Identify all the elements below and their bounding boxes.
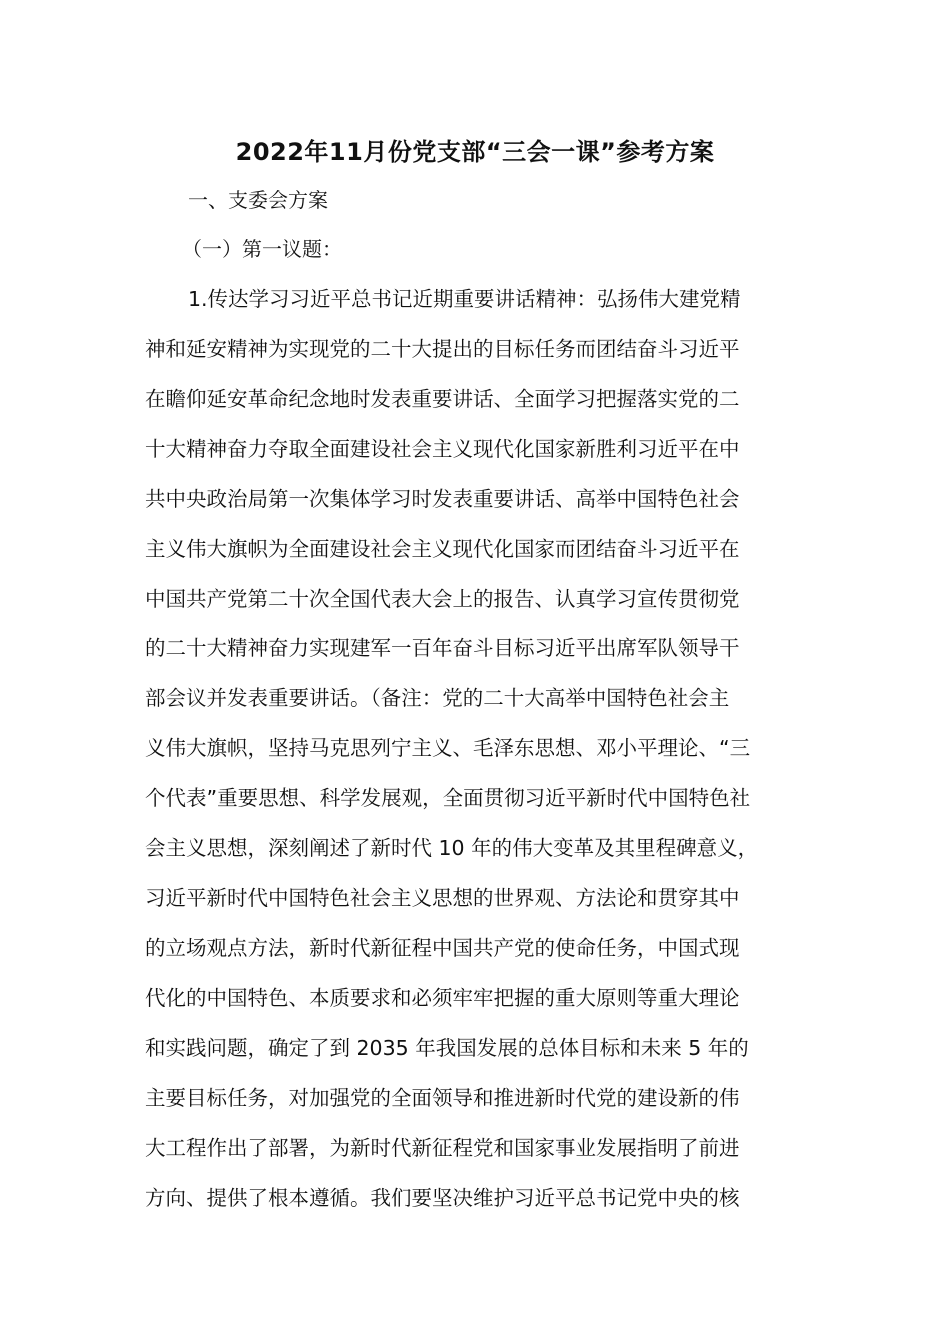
section-heading: 一、支委会方案 xyxy=(188,188,328,212)
body-line: 和实践问题，确定了到 2035 年我国发展的总体目标和未来 5 年的 xyxy=(145,1036,749,1060)
body-line: 部会议并发表重要讲话。（备注：党的二十大高举中国特色社会主 xyxy=(145,686,730,710)
subsection-heading: （一）第一议题： xyxy=(182,237,342,261)
body-line: 的二十大精神奋力实现建军一百年奋斗目标习近平出席军队领导干 xyxy=(145,636,740,660)
body-line: 方向、提供了根本遵循。我们要坚决维护习近平总书记党中央的核 xyxy=(145,1186,740,1210)
body-line: 1.传达学习习近平总书记近期重要讲话精神：弘扬伟大建党精 xyxy=(188,287,741,311)
body-line: 义伟大旗帜，坚持马克思列宁主义、毛泽东思想、邓小平理论、“三 xyxy=(145,736,751,760)
body-line: 共中央政治局第一次集体学习时发表重要讲话、高举中国特色社会 xyxy=(145,487,740,511)
body-line: 大工程作出了部署，为新时代新征程党和国家事业发展指明了前进 xyxy=(145,1136,740,1160)
body-line: 在瞻仰延安革命纪念地时发表重要讲话、全面学习把握落实党的二 xyxy=(145,387,740,411)
body-line: 神和延安精神为实现党的二十大提出的目标任务而团结奋斗习近平 xyxy=(145,337,740,361)
body-line: 主义伟大旗帜为全面建设社会主义现代化国家而团结奋斗习近平在 xyxy=(145,537,740,561)
body-line: 的立场观点方法，新时代新征程中国共产党的使命任务，中国式现 xyxy=(145,936,740,960)
body-line: 代化的中国特色、本质要求和必须牢牢把握的重大原则等重大理论 xyxy=(145,986,740,1010)
body-line: 十大精神奋力夺取全面建设社会主义现代化国家新胜利习近平在中 xyxy=(145,437,740,461)
body-line: 主要目标任务，对加强党的全面领导和推进新时代党的建设新的伟 xyxy=(145,1086,740,1110)
body-line: 个代表”重要思想、科学发展观，全面贯彻习近平新时代中国特色社 xyxy=(145,786,751,810)
body-line: 中国共产党第二十次全国代表大会上的报告、认真学习宣传贯彻党 xyxy=(145,587,740,611)
body-line: 习近平新时代中国特色社会主义思想的世界观、方法论和贯穿其中 xyxy=(145,886,740,910)
body-line: 会主义思想，深刻阐述了新时代 10 年的伟大变革及其里程碑意义， xyxy=(145,836,759,860)
document-title: 2022年11月份党支部“三会一课”参考方案 xyxy=(235,138,715,166)
